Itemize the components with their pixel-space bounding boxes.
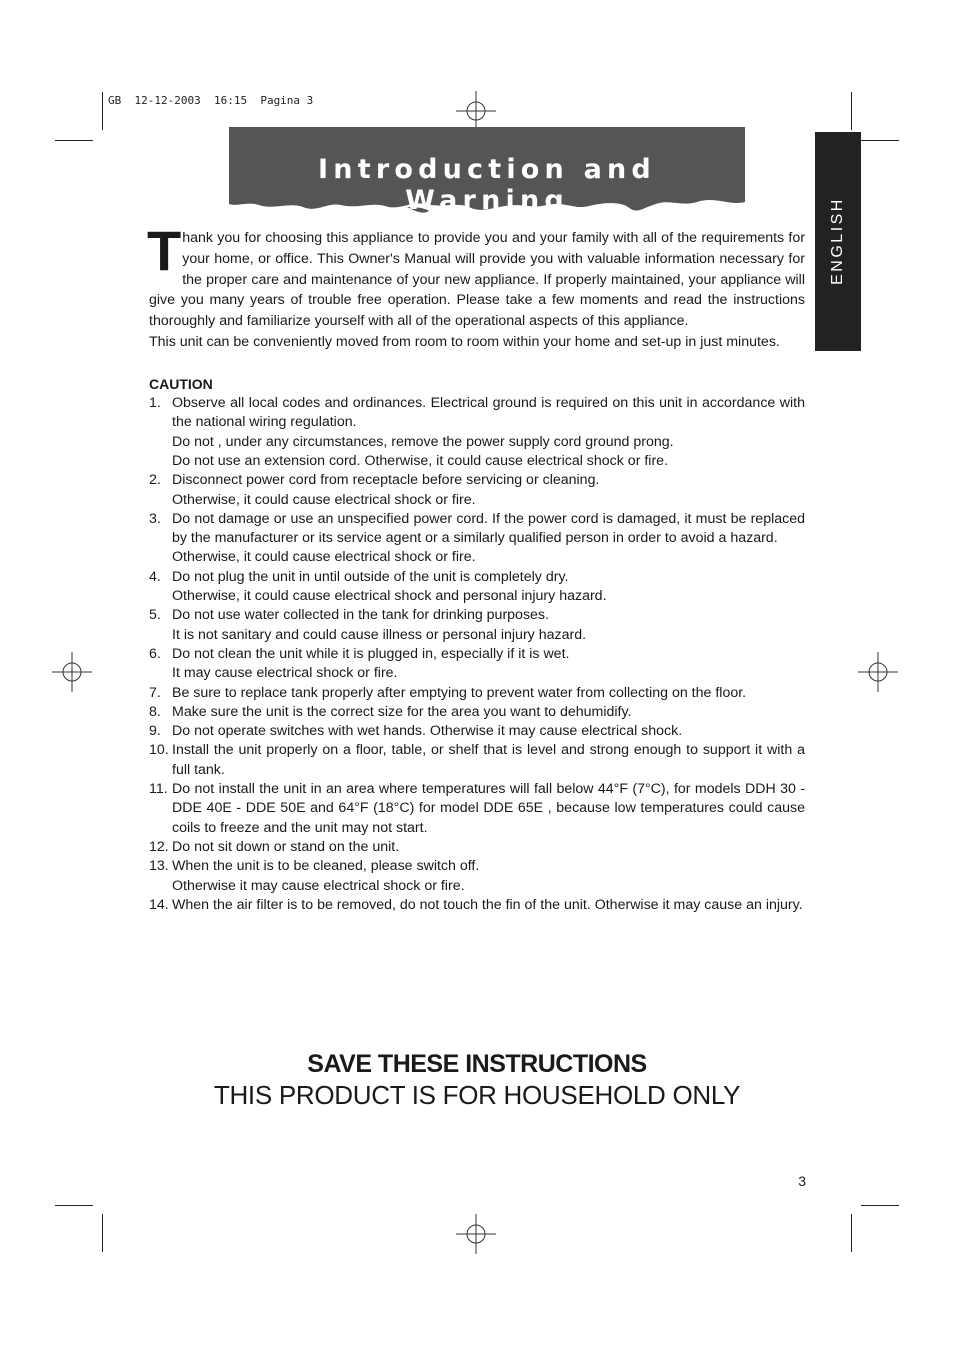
caution-item-text: Otherwise, it could cause electrical shock or fire.	[172, 491, 476, 508]
registration-mark-icon	[456, 91, 496, 131]
caution-item	[149, 741, 805, 780]
caution-item	[149, 510, 805, 568]
caution-item-number: 6.	[149, 645, 161, 662]
caution-item-number: 12.	[149, 838, 169, 855]
household-notice: THIS PRODUCT IS FOR HOUSEHOLD ONLY	[213, 1080, 741, 1110]
intro-paragraph-2: This unit can be conveniently moved from room to room within your home and set-up in just minutes.	[149, 333, 780, 350]
caution-item-text: Do not use an extension cord. Otherwise, it could cause electrical shock or fire.	[172, 452, 669, 469]
crop-mark	[55, 140, 93, 141]
intro-text: hank you for choosing this appliance to provide you and your family with all of the requirements for your home, or office. This Owner's Manual will provide you with valuable information necessary for the proper care and maintenance of your new appliance. If properly maintained, your appliance will give you many years of trouble free operation. Please take a few moments and read the instructions thoroughly and familiarize yourself with all of the operational aspects of this appliance.	[149, 230, 805, 330]
caution-item	[149, 684, 805, 703]
caution-item	[149, 394, 805, 471]
intro-paragraph	[147, 219, 805, 332]
page-title: Introduction and Warning	[318, 154, 656, 216]
caution-item-text: Do not use water collected in the tank for drinking purposes.	[172, 607, 549, 624]
caution-item-text: Do not damage or use an unspecified power cord. If the power cord is damaged, it must be replaced by the manufacturer or its service agent or a similarly qualified person in order to avoid a hazard.	[172, 510, 805, 547]
drop-cap: T	[147, 219, 182, 282]
caution-item-text: It may cause electrical shock or fire.	[172, 665, 398, 682]
caution-item	[149, 896, 805, 915]
save-instructions-heading: SAVE THESE INSTRUCTIONS	[307, 1050, 647, 1078]
caution-item-number: 14.	[149, 896, 169, 913]
caution-item-text: Be sure to replace tank properly after emptying to prevent water from collecting on the floor.	[172, 684, 747, 701]
caution-item-text: Make sure the unit is the correct size for the area you want to dehumidify.	[172, 703, 632, 720]
caution-item-number: 2.	[149, 472, 161, 489]
caution-item	[149, 606, 805, 645]
caution-item-number: 10.	[149, 742, 169, 759]
caution-item-number: 11.	[149, 781, 168, 798]
caution-list	[149, 394, 805, 915]
caution-item-text: Observe all local codes and ordinances. Electrical ground is required on this unit in accordance with the national wiring regulation.	[172, 395, 805, 431]
printer-slug: GB 12-12-2003 16:15 Pagina 3	[108, 94, 314, 107]
caution-item	[149, 471, 805, 510]
caution-item-text: Do not , under any circumstances, remove the power supply cord ground prong.	[172, 433, 674, 450]
caution-item	[149, 703, 805, 722]
caution-heading: CAUTION	[149, 375, 213, 392]
caution-item-text: Install the unit properly on a floor, table, or shelf that is level and strong enough to support it with a full tank.	[172, 742, 805, 778]
registration-mark-icon	[858, 652, 898, 692]
caution-item-text: Do not operate switches with wet hands. Otherwise it may cause electrical shock.	[172, 723, 683, 740]
crop-mark	[102, 1214, 103, 1252]
caution-item-text: Otherwise, it could cause electrical shock and personal injury hazard.	[172, 588, 607, 605]
crop-mark	[55, 1205, 93, 1206]
caution-item	[149, 838, 805, 857]
caution-item-number: 5.	[149, 607, 161, 624]
caution-item-number: 8.	[149, 703, 161, 720]
caution-item	[149, 857, 805, 896]
caution-item-text: Do not install the unit in an area where temperatures will fall below 44°F (7°C), for models DDH 30 - DDE 40E - DDE 50E and 64°F (18°C) for model DDE 65E , because low temperatures could cause coils to freeze and the unit may not start.	[172, 781, 805, 836]
crop-mark	[102, 92, 103, 130]
page-number: 3	[798, 1173, 806, 1189]
caution-item-text: Otherwise it may cause electrical shock or fire.	[172, 877, 465, 894]
registration-mark-icon	[456, 1214, 496, 1254]
caution-item-text: When the air filter is to be removed, do not touch the fin of the unit. Otherwise it may cause an injury.	[172, 896, 803, 913]
caution-item-number: 7.	[149, 684, 161, 701]
caution-item-text: Do not clean the unit while it is plugged in, especially if it is wet.	[172, 645, 570, 662]
crop-mark	[851, 1214, 852, 1252]
caution-item	[149, 780, 805, 838]
crop-mark	[851, 92, 852, 130]
caution-item-number: 13.	[149, 858, 169, 875]
caution-item	[149, 722, 805, 741]
caution-item-text: Do not plug the unit in until outside of the unit is completely dry.	[172, 568, 569, 585]
caution-item	[149, 645, 805, 684]
language-label: ENGLISH	[829, 197, 846, 285]
manual-content	[147, 219, 805, 915]
caution-item-text: Disconnect power cord from receptacle before servicing or cleaning.	[172, 472, 600, 489]
caution-item	[149, 568, 805, 607]
caution-item-text: When the unit is to be cleaned, please switch off.	[172, 858, 480, 875]
crop-mark	[861, 1205, 899, 1206]
caution-item-number: 9.	[149, 723, 161, 740]
caution-item-number: 4.	[149, 568, 161, 585]
crop-mark	[861, 140, 899, 141]
caution-item-number: 1.	[149, 395, 161, 412]
caution-item-number: 3.	[149, 510, 161, 527]
caution-item-text: It is not sanitary and could cause illness or personal injury hazard.	[172, 626, 587, 643]
caution-item-text: Do not sit down or stand on the unit.	[172, 838, 400, 855]
caution-item-text: Otherwise, it could cause electrical shock or fire.	[172, 549, 476, 566]
registration-mark-icon	[52, 652, 92, 692]
